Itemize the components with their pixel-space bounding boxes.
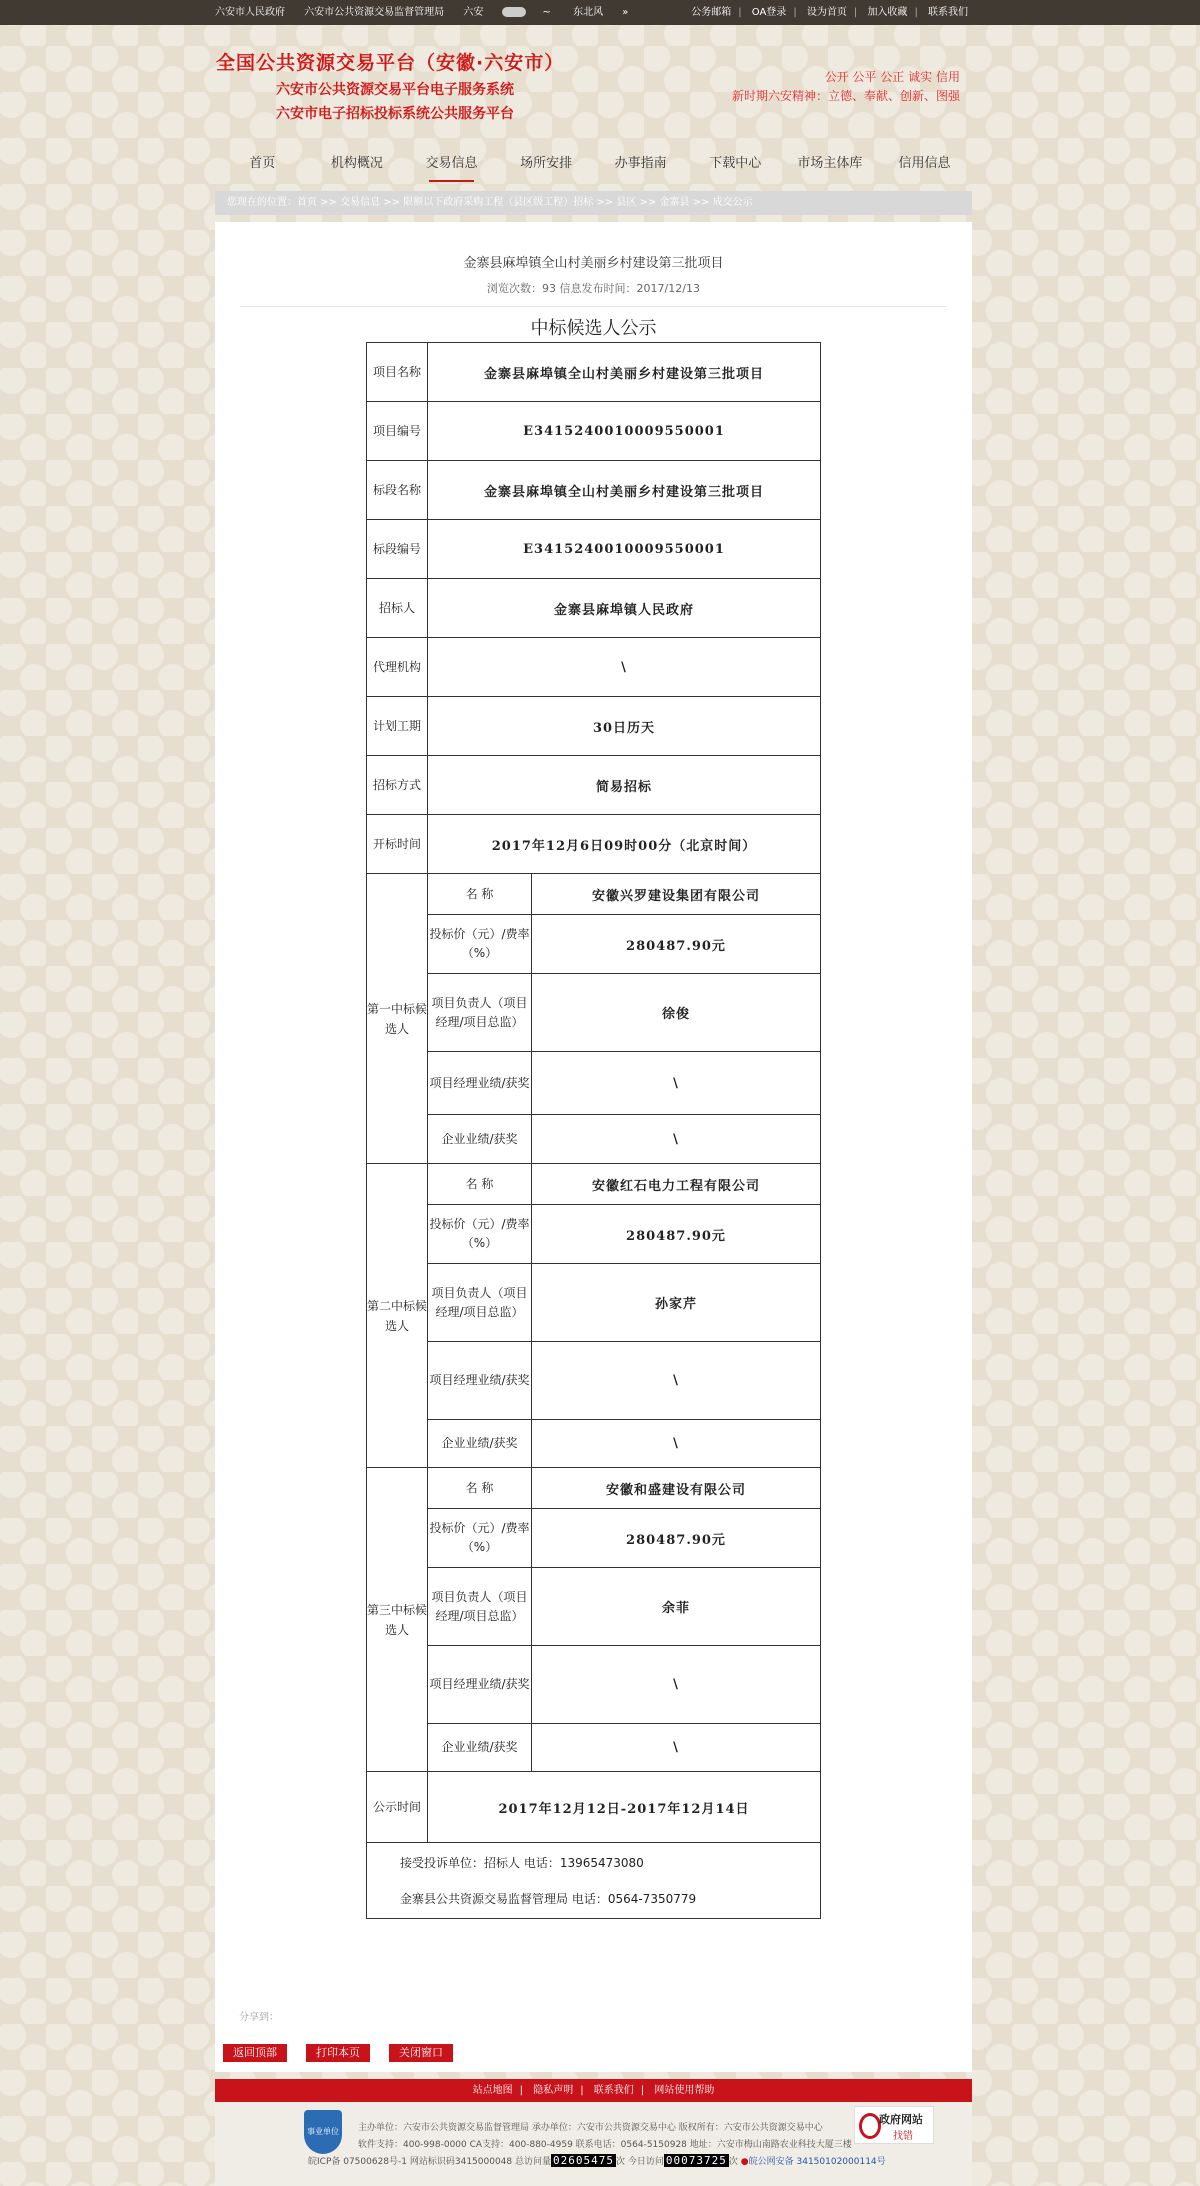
row-label: 标段编号 <box>367 520 428 579</box>
link-contact[interactable]: 联系我们 <box>928 7 968 18</box>
sub-label-price: 投标价（元）/费率（%） <box>428 915 532 974</box>
footer-link-contact[interactable]: 联系我们 <box>593 2085 634 2096</box>
footer-info <box>215 2102 972 2186</box>
row-label: 招标人 <box>367 579 428 638</box>
print-button[interactable]: 打印本页 <box>306 2044 370 2062</box>
nav-credit[interactable]: 信用信息 <box>898 156 951 171</box>
cloud-icon <box>502 7 526 17</box>
police-icon: ● <box>740 2157 749 2167</box>
candidate-name: 安徽和盛建设有限公司 <box>532 1468 821 1509</box>
sub-label-name: 名 称 <box>428 1164 532 1205</box>
weather-widget: 六安 ~ 东北风 » <box>463 7 629 18</box>
candidate-name: 安徽兴罗建设集团有限公司 <box>532 874 821 915</box>
row-value: 金寨县麻埠镇全山村美丽乡村建设第三批项目 <box>428 343 821 402</box>
link-supervision-bureau[interactable]: 六安市公共资源交易监督管理局 <box>304 7 445 18</box>
footer-link-privacy[interactable]: 隐私声明 <box>533 2085 574 2096</box>
row-label: 项目编号 <box>367 402 428 461</box>
divider <box>240 306 947 307</box>
sub-label-enterprise-perf: 企业业绩/获奖 <box>428 1115 532 1164</box>
footer-line-1: 主办单位：六安市公共资源交易监督管理局 承办单位：六安市公共资源交易中心 版权所有：六安市公共资源交易中心 <box>358 2123 823 2133</box>
site-title[interactable]: 全国公共资源交易平台（安徽·六安市） <box>216 52 565 74</box>
sub-label-manager-perf: 项目经理业绩/获奖 <box>428 1646 532 1724</box>
article-panel <box>215 222 972 2072</box>
candidate-price: 280487.90元 <box>532 1205 821 1264</box>
row-value: 2017年12月6日09时00分（北京时间） <box>428 815 821 874</box>
back-to-top-button[interactable]: 返回顶部 <box>223 2044 287 2062</box>
complaint-line-2: 金寨县公共资源交易监督管理局 电话：0564-7350779 <box>400 1891 697 1906</box>
row-value: 简易招标 <box>428 756 821 815</box>
sub-label-name: 名 称 <box>428 874 532 915</box>
sub-label-manager: 项目负责人（项目经理/项目总监） <box>428 974 532 1052</box>
nav-download[interactable]: 下载中心 <box>709 156 762 171</box>
gov-site-error-report[interactable]: 政府网站 找错 <box>854 2106 934 2144</box>
row-label: 招标方式 <box>367 756 428 815</box>
nav-market-entity[interactable]: 市场主体库 <box>797 156 863 171</box>
sub-label-manager-perf: 项目经理业绩/获奖 <box>428 1342 532 1420</box>
link-add-favorite[interactable]: 加入收藏 <box>867 7 908 18</box>
footer-link-sitemap[interactable]: 站点地图 <box>472 2085 513 2096</box>
sub-label-name: 名 称 <box>428 1468 532 1509</box>
close-window-button[interactable]: 关闭窗口 <box>389 2044 453 2062</box>
row-value: 金寨县麻埠镇人民政府 <box>428 579 821 638</box>
sub-label-enterprise-perf: 企业业绩/获奖 <box>428 1724 532 1772</box>
article-title: 金寨县麻埠镇全山村美丽乡村建设第三批项目 <box>463 256 724 271</box>
sub-label-manager-perf: 项目经理业绩/获奖 <box>428 1052 532 1115</box>
nav-organization[interactable]: 机构概况 <box>330 156 383 171</box>
candidate-price: 280487.90元 <box>532 915 821 974</box>
link-lu-an-gov[interactable]: 六安市人民政府 <box>215 7 285 18</box>
sub-label-enterprise-perf: 企业业绩/获奖 <box>428 1420 532 1468</box>
sub-label-manager: 项目负责人（项目经理/项目总监） <box>428 1264 532 1342</box>
slogan-2: 新时期六安精神：立德、奉献、创新、图强 <box>731 89 960 103</box>
row-label: 代理机构 <box>367 638 428 697</box>
total-visits-counter: 02605475 <box>553 2154 615 2167</box>
footer-link-help[interactable]: 网站使用帮助 <box>654 2085 715 2096</box>
candidate-group-label: 第二中标候选人 <box>367 1164 428 1468</box>
complaint-info <box>367 1843 821 1919</box>
nav-venue[interactable]: 场所安排 <box>520 156 573 171</box>
row-label: 计划工期 <box>367 697 428 756</box>
candidate-enterprise-perf: \ <box>532 1115 821 1164</box>
candidate-enterprise-perf: \ <box>532 1724 821 1772</box>
candidate-name: 安徽红石电力工程有限公司 <box>532 1164 821 1205</box>
candidate-group-label: 第一中标候选人 <box>367 874 428 1164</box>
today-visits-counter: 00073725 <box>665 2154 727 2167</box>
gov-error-icon <box>859 2113 881 2139</box>
article-meta: 浏览次数：93 信息发布时间：2017/12/13 <box>487 282 700 295</box>
row-value: 金寨县麻埠镇全山村美丽乡村建设第三批项目 <box>428 461 821 520</box>
footer-links: 站点地图 | 隐私声明 | 联系我们 | 网站使用帮助 <box>215 2079 972 2102</box>
candidate-manager-perf: \ <box>532 1052 821 1115</box>
footer-line-3: 皖ICP备 07500628号-1 网站标识码3415000048 总访问量 02605475 次 今日访问 00073725 次 ●皖公网安备 34150102000114号 <box>308 2154 886 2167</box>
candidate-manager-perf: \ <box>532 1646 821 1724</box>
candidate-enterprise-perf: \ <box>532 1420 821 1468</box>
action-buttons <box>223 2044 472 2062</box>
police-record[interactable]: 皖公网安备 34150102000114号 <box>748 2157 886 2167</box>
nav-trade-info[interactable]: 交易信息 <box>404 150 499 182</box>
row-value: E3415240010009550001 <box>428 520 821 579</box>
doc-title: 中标候选人公示 <box>530 318 657 339</box>
row-value: E3415240010009550001 <box>428 402 821 461</box>
nav-home[interactable]: 首页 <box>249 156 276 171</box>
row-label: 项目名称 <box>367 343 428 402</box>
row-value: \ <box>428 638 821 697</box>
link-mail[interactable]: 公务邮箱 <box>691 7 732 18</box>
candidate-manager-perf: \ <box>532 1342 821 1420</box>
footer-line-2: 软件支持：400-998-0000 CA支持：400-880-4959 联系电话：0564-5150928 地址：六安市梅山南路农业科技大厦三楼 <box>358 2140 852 2150</box>
share-label: 分享到： <box>239 2012 279 2023</box>
candidate-manager: 孙家芹 <box>532 1264 821 1342</box>
row-label: 标段名称 <box>367 461 428 520</box>
link-oa-login[interactable]: OA登录 <box>751 7 787 18</box>
top-bar: 六安市人民政府 六安市公共资源交易监督管理局 六安 ~ 东北风 » 公务邮箱 | OA登录 | 设为首页 | 加入收藏 | 联系我们 <box>0 0 1200 25</box>
icp-number[interactable]: 皖ICP备 07500628号-1 网站标识码3415000048 <box>308 2157 513 2167</box>
institution-badge-icon[interactable]: 事业单位 <box>304 2110 342 2154</box>
candidate-manager: 余菲 <box>532 1568 821 1646</box>
candidate-table <box>366 342 821 1919</box>
link-set-home[interactable]: 设为首页 <box>806 7 847 18</box>
slogan-1: 公开 公平 公正 诚实 信用 <box>824 70 960 84</box>
candidate-price: 280487.90元 <box>532 1509 821 1568</box>
candidate-group-label: 第三中标候选人 <box>367 1468 428 1772</box>
sub-label-price: 投标价（元）/费率（%） <box>428 1509 532 1568</box>
site-subtitle-2: 六安市电子招标投标系统公共服务平台 <box>276 106 514 122</box>
breadcrumb: 您现在的位置：首页 >> 交易信息 >> 限额以下政府采购工程（县区级工程）招标 >> 县区 >> 金寨县 >> 成交公示 <box>215 191 972 215</box>
notice-time-value: 2017年12月12日-2017年12月14日 <box>428 1772 821 1843</box>
site-subtitle-1: 六安市公共资源交易平台电子服务系统 <box>276 82 514 98</box>
row-value: 30日历天 <box>428 697 821 756</box>
complaint-line-1: 接受投诉单位：招标人 电话：13965473080 <box>400 1855 644 1870</box>
sub-label-manager: 项目负责人（项目经理/项目总监） <box>428 1568 532 1646</box>
candidate-manager: 徐俊 <box>532 974 821 1052</box>
nav-guide[interactable]: 办事指南 <box>614 156 667 171</box>
row-label: 开标时间 <box>367 815 428 874</box>
sub-label-price: 投标价（元）/费率（%） <box>428 1205 532 1264</box>
notice-time-label: 公示时间 <box>367 1772 428 1843</box>
main-nav <box>215 150 972 182</box>
